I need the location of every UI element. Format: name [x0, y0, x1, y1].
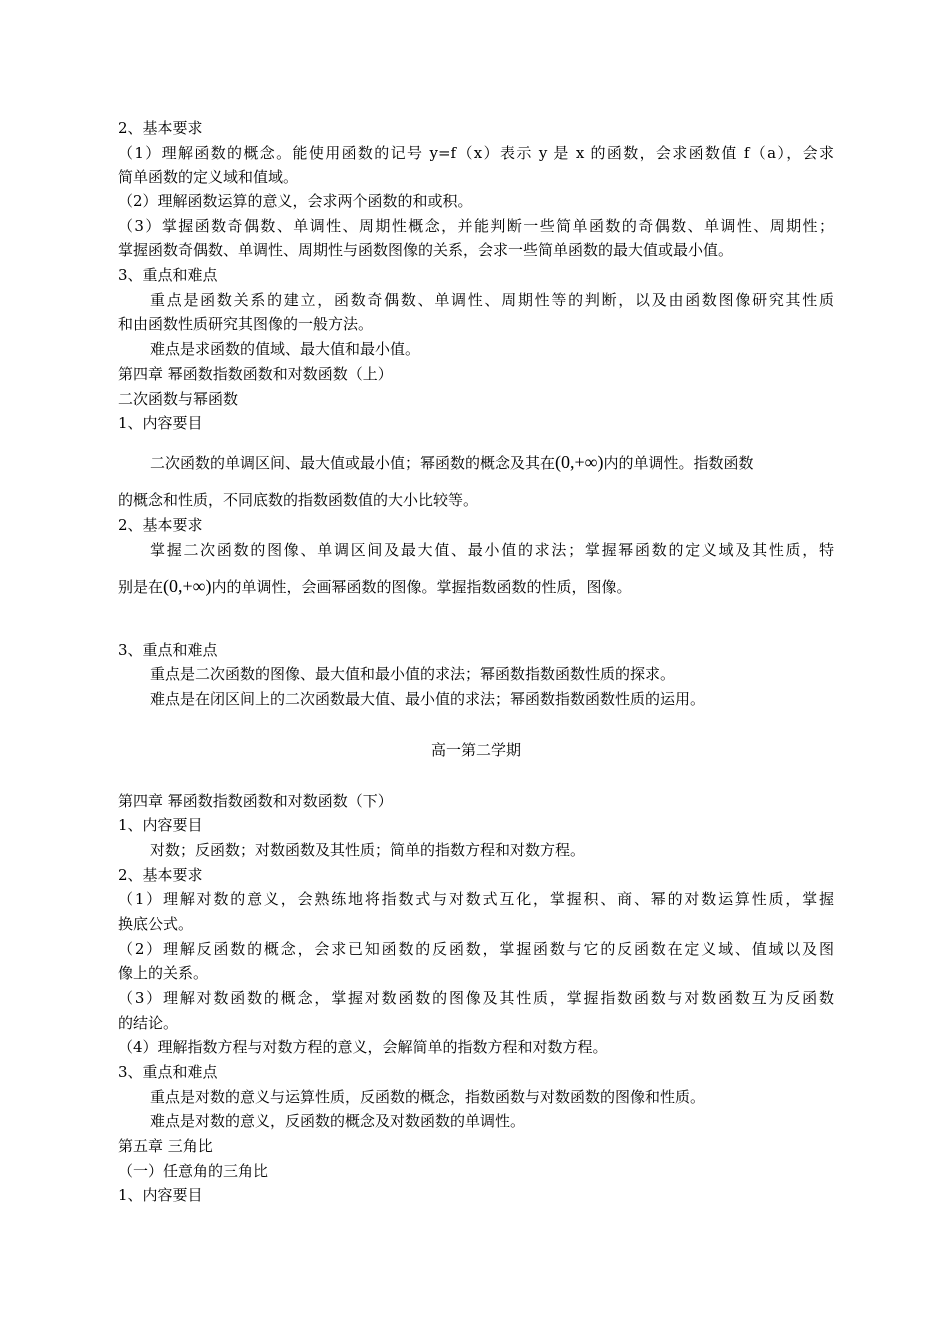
- section-heading: 3、重点和难点: [118, 1063, 218, 1081]
- paragraph-line: 简单函数的定义域和值域。: [118, 168, 299, 186]
- paragraph-line: （2）理解反函数的概念，会求已知函数的反函数，掌握函数与它的反函数在定义域、值域以及图: [118, 940, 834, 958]
- paragraph-line: [150, 449, 834, 476]
- paragraph-line: 掌握函数奇偶数、单调性、周期性与函数图像的关系，会求一些简单函数的最大值或最小值。: [118, 241, 734, 259]
- interval-expression: (0,+∞): [555, 452, 604, 472]
- paragraph-line: 难点是在闭区间上的二次函数最大值、最小值的求法；幂函数指数函数性质的运用。: [150, 690, 706, 708]
- paragraph-line: 像上的关系。: [118, 964, 209, 982]
- paragraph-line: [118, 573, 834, 600]
- paragraph-line: 的结论。: [118, 1014, 179, 1032]
- section-heading: 2、基本要求: [118, 119, 203, 137]
- paragraph-line: （4）理解指数方程与对数方程的意义，会解简单的指数方程和对数方程。: [118, 1038, 608, 1056]
- paragraph-line: 的概念和性质，不同底数的指数函数值的大小比较等。: [118, 491, 479, 509]
- paragraph-line: （3）掌握函数奇偶数、单调性、周期性概念，并能判断一些简单函数的奇偶数、单调性、周期性；: [118, 217, 834, 235]
- paragraph-line: （1）理解对数的意义，会熟练地将指数式与对数式互化，掌握积、商、幂的对数运算性质，掌握: [118, 890, 834, 908]
- paragraph-line: 和由函数性质研究其图像的一般方法。: [118, 315, 374, 333]
- section-heading: 1、内容要目: [118, 1186, 203, 1204]
- semester-title: 高一第二学期: [430, 741, 521, 759]
- section-heading: 3、重点和难点: [118, 266, 218, 284]
- section-heading: 3、重点和难点: [118, 641, 218, 659]
- paragraph-line: 难点是求函数的值域、最大值和最小值。: [150, 340, 421, 358]
- subsection-heading: （一）任意角的三角比: [118, 1162, 269, 1180]
- section-heading: 1、内容要目: [118, 816, 203, 834]
- section-heading: 2、基本要求: [118, 516, 203, 534]
- paragraph-line: 重点是函数关系的建立，函数奇偶数、单调性、周期性等的判断，以及由函数图像研究其性质: [150, 291, 834, 309]
- text-span: 内的单调性，会画幂函数的图像。掌握指数函数的性质，图像。: [211, 578, 632, 596]
- text-span: 内的单调性。指数函数: [603, 454, 754, 472]
- text-span: 二次函数的单调区间、最大值或最小值；幂函数的概念及其在: [150, 454, 556, 472]
- interval-expression: (0,+∞): [163, 576, 212, 596]
- paragraph-line: 难点是对数的意义，反函数的概念及对数函数的单调性。: [150, 1112, 526, 1130]
- paragraph-line: 对数；反函数；对数函数及其性质；简单的指数方程和对数方程。: [150, 841, 586, 859]
- paragraph-line: 重点是二次函数的图像、最大值和最小值的求法；幂函数指数函数性质的探求。: [150, 665, 676, 683]
- section-heading: 2、基本要求: [118, 866, 203, 884]
- text-span: 别是在: [118, 578, 164, 596]
- paragraph-line: 掌握二次函数的图像、单调区间及最大值、最小值的求法；掌握幂函数的定义域及其性质，特: [150, 541, 834, 559]
- paragraph-line: 重点是对数的意义与运算性质，反函数的概念，指数函数与对数函数的图像和性质。: [150, 1088, 706, 1106]
- subsection-heading: 二次函数与幂函数: [118, 390, 239, 408]
- chapter-heading: 第四章 幂函数指数函数和对数函数（下）: [118, 792, 393, 810]
- chapter-heading: 第五章 三角比: [118, 1137, 213, 1155]
- paragraph-line: 换底公式。: [118, 915, 194, 933]
- chapter-heading: 第四章 幂函数指数函数和对数函数（上）: [118, 365, 393, 383]
- section-heading: 1、内容要目: [118, 414, 203, 432]
- paragraph-line: （3）理解对数函数的概念，掌握对数函数的图像及其性质，掌握指数函数与对数函数互为反函数: [118, 989, 834, 1007]
- paragraph-line: （1）理解函数的概念。能使用函数的记号 y=f（x）表示 y 是 x 的函数，会求函数值 f（a），会求: [118, 144, 834, 162]
- paragraph-line: （2）理解函数运算的意义，会求两个函数的和或积。: [118, 192, 473, 210]
